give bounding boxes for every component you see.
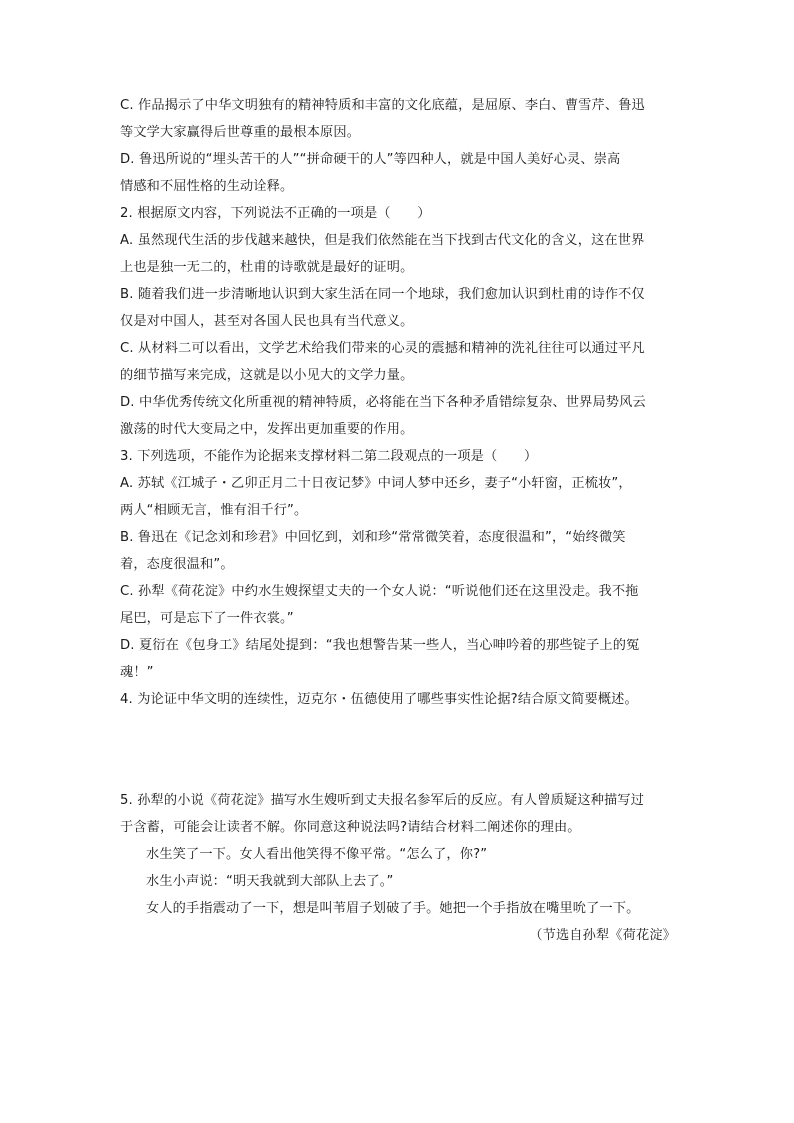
- text-block: [120, 524, 676, 578]
- text-block: [120, 146, 676, 200]
- text-line: C. 从材料二可以看出，文学艺术给我们带来的心灵的震撼和精神的洗礼往往可以通过平凡: [120, 341, 645, 356]
- text-line: 上也是独一无二的，杜甫的诗歌就是最好的证明。: [120, 260, 414, 275]
- excerpt-line: 女人的手指震动了一下，想是叫苇眉子划破了手。她把一个手指放在嘴里吮了一下。: [146, 901, 640, 916]
- text-line: D. 鲁迅所说的“埋头苦干的人”“拼命硬干的人”等四种人，就是中国人美好心灵、崇高: [120, 152, 621, 167]
- excerpt-source: （节选自孙犁《荷花淀》: [529, 928, 676, 943]
- question-5: [120, 787, 676, 949]
- text-line: 激荡的时代大变局之中，发挥出更加重要的作用。: [120, 422, 414, 437]
- text-block: [120, 200, 676, 227]
- answer-space: [120, 713, 676, 787]
- text-line: B. 鲁迅在《记念刘和珍君》中回忆到，刘和珍“常常微笑着，态度很温和”，“始终微笑: [120, 530, 626, 545]
- text-line: B. 随着我们进一步清晰地认识到大家生活在同一个地球，我们愈加认识到杜甫的诗作不仅: [120, 287, 645, 302]
- excerpt-line: 水生笑了一下。女人看出他笑得不像平常。“怎么了，你?”: [146, 847, 488, 862]
- text-line: 4. 为论证中华文明的连续性，迈克尔・伍德使用了哪些事实性论据?结合原文简要概述。: [120, 692, 638, 707]
- text-line: 尾巴，可是忘下了一件衣裳。”: [120, 611, 294, 626]
- excerpt-line: 水生小声说：“明天我就到大部队上去了。”: [146, 874, 394, 889]
- text-line: A. 苏轼《江城子・乙卯正月二十日夜记梦》中词人梦中还乡，妻子“小轩窗，正梳妆”，: [120, 476, 632, 491]
- question-list: [120, 92, 676, 713]
- text-block: [120, 335, 676, 389]
- document-body: [120, 92, 676, 949]
- text-line: 情感和不屈性格的生动诠释。: [120, 179, 294, 194]
- text-line: 着，态度很温和”。: [120, 557, 234, 572]
- text-block: [120, 578, 676, 632]
- text-block: [120, 686, 676, 713]
- text-line: 3. 下列选项，不能作为论据来支撑材料二第二段观点的一项是（ ）: [120, 449, 538, 464]
- question-5-line: 于含蓄，可能会让读者不解。你同意这种说法吗?请结合材料二阐述你的理由。: [120, 820, 581, 835]
- text-line: 的细节描写来完成，这就是以小见大的文学力量。: [120, 368, 414, 383]
- text-line: 仅是对中国人，甚至对各国人民也具有当代意义。: [120, 314, 414, 329]
- text-block: [120, 632, 676, 686]
- text-block: [120, 281, 676, 335]
- text-block: [120, 227, 676, 281]
- text-block: [120, 92, 676, 146]
- text-line: C. 孙犁《荷花淀》中约水生嫂探望丈夫的一个女人说：“听说他们还在这里没走。我不拖: [120, 584, 639, 599]
- text-block: [120, 389, 676, 443]
- text-line: 魂！”: [120, 665, 154, 680]
- text-line: C. 作品揭示了中华文明独有的精神特质和丰富的文化底蕴，是屈原、李白、曹雪芹、鲁迅: [120, 98, 645, 113]
- text-block: [120, 443, 676, 470]
- text-line: 2. 根据原文内容，下列说法不正确的一项是（ ）: [120, 206, 431, 221]
- text-line: 等文学大家赢得后世尊重的最根本原因。: [120, 125, 361, 140]
- question-5-line: 5. 孙犁的小说《荷花淀》描写水生嫂听到丈夫报名参军后的反应。有人曾质疑这种描写过: [120, 793, 645, 808]
- text-line: D. 夏衍在《包身工》结尾处提到：“我也想警告某一些人，当心呻吟着的那些锭子上的冤: [120, 638, 640, 653]
- text-line: A. 虽然现代生活的步伐越来越快，但是我们依然能在当下找到古代文化的含义，这在世界: [120, 233, 645, 248]
- text-line: D. 中华优秀传统文化所重视的精神特质，必将能在当下各种矛盾错综复杂、世界局势风云: [120, 395, 646, 410]
- text-block: [120, 470, 676, 524]
- text-line: 两人“相顾无言，惟有泪千行”。: [120, 503, 308, 518]
